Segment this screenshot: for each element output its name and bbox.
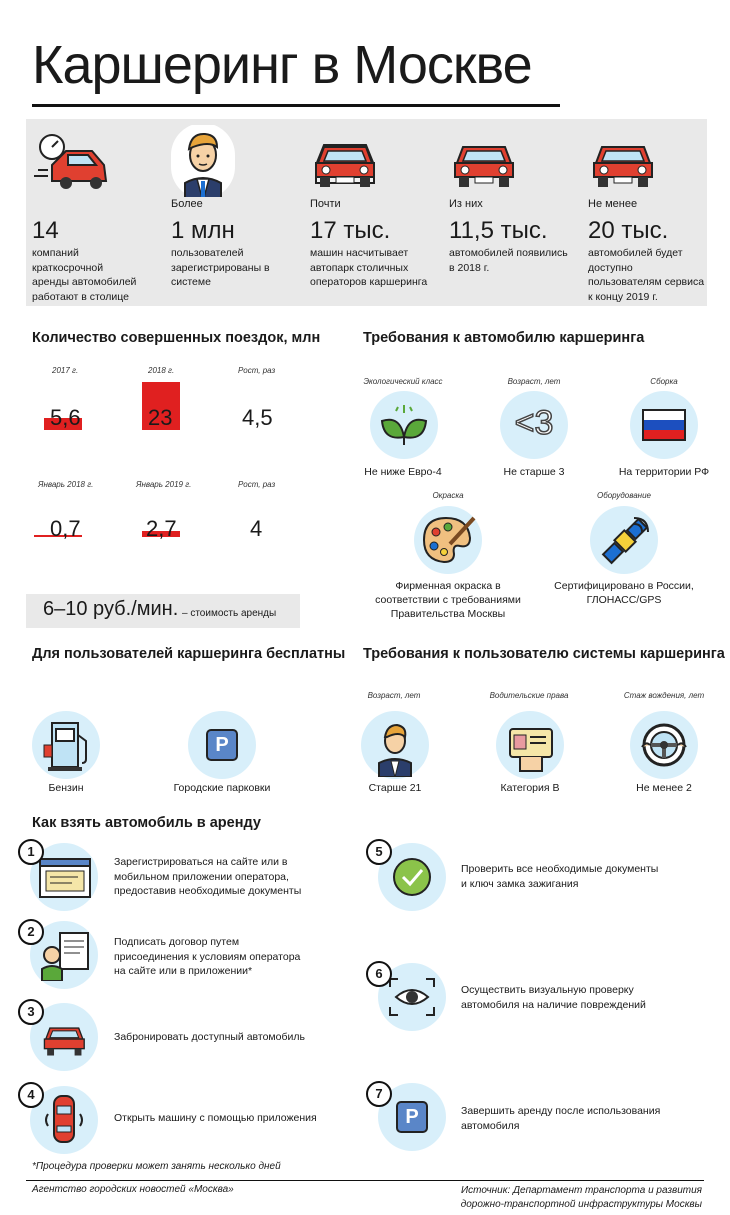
- footer-rule: [26, 1180, 704, 1181]
- step-6-text: Осуществить визуальную проверку автомобиля на наличие повреждений: [461, 984, 646, 1011]
- parking-icon: P: [396, 1101, 428, 1133]
- req-circle-equipment: [590, 506, 658, 574]
- user-circle-age: [361, 711, 429, 779]
- car-remote-icon: [44, 1092, 84, 1148]
- trips-label-2017: 2017 г.: [52, 366, 79, 375]
- check-icon: [392, 857, 432, 897]
- palette-icon: [420, 514, 476, 566]
- price-box: [26, 594, 300, 628]
- req-label-age: Не старше 3: [503, 466, 565, 478]
- trips-label-growth: Рост, раз: [238, 366, 276, 375]
- trips-value-jan-2019: 2,7: [146, 516, 177, 541]
- price-caption: – стоимость аренды: [182, 608, 277, 619]
- less-than-three-icon: <3: [514, 404, 554, 442]
- stat-value: 14: [32, 217, 59, 244]
- step-7-text: Завершить аренду после использования автомобиля: [461, 1105, 661, 1132]
- steering-wheel-icon: [640, 721, 688, 769]
- satellite-icon: [598, 514, 652, 568]
- stats-band: [26, 119, 707, 306]
- req-circle-eco: [370, 391, 438, 459]
- req-label-paint: Фирменная окраска в соответствии с требованиями Правительства Москвы: [375, 580, 521, 620]
- step-7-number: 7: [366, 1081, 392, 1107]
- step-1-number: 1: [18, 839, 44, 865]
- stat-value: 1 млн: [171, 217, 235, 244]
- page-title: Каршеринг в Москве: [32, 35, 532, 95]
- req-circle-paint: [414, 506, 482, 574]
- car-req-heading: Требования к автомобилю каршеринга: [363, 330, 645, 346]
- user-label-experience: Не менее 2: [636, 782, 692, 794]
- car-icon: [449, 125, 525, 195]
- user-req-heading: Требования к пользователю системы каршеринга: [363, 646, 725, 662]
- stat-value: 20 тыс.: [588, 217, 669, 244]
- req-label-eco: Не ниже Евро-4: [364, 466, 442, 478]
- user-circle-license: [496, 711, 564, 779]
- step-2-number: 2: [18, 919, 44, 945]
- trips-value-growth: 4,5: [242, 405, 273, 430]
- step-5-text: Проверить все необходимые документы и ключ замка зажигания: [461, 863, 659, 890]
- car-icon: [40, 1013, 90, 1061]
- stat-value: 17 тыс.: [310, 217, 391, 244]
- req-label-assembly: На территории РФ: [618, 466, 710, 478]
- stat-description: машин насчитывает автопарк столичных операторов каршеринга: [310, 247, 428, 288]
- russia-flag-icon: [642, 409, 686, 441]
- req-cat-age: Возраст, лет: [507, 377, 561, 386]
- trips-value-2018: 23: [148, 405, 173, 430]
- car-icon: [588, 125, 664, 195]
- req-cat-eco: Экологический класс: [363, 377, 443, 386]
- car-icon: [310, 125, 386, 195]
- stat-description: компаний краткосрочной аренды автомобилей работают в столице: [32, 247, 137, 303]
- eye-scan-icon: [388, 977, 436, 1017]
- footer-source: Источник: Департамент транспорта и развития дорожно-транспортной инфраструктуры Москвы: [460, 1185, 702, 1210]
- stat-prefix: Не менее: [588, 198, 638, 210]
- step-5-number: 5: [366, 839, 392, 865]
- user-circle-experience: [630, 711, 698, 779]
- stat-prefix: Почти: [310, 198, 341, 210]
- stat-prefix: Из них: [449, 198, 483, 210]
- step-4-text: Открыть машину с помощью приложения: [114, 1112, 317, 1124]
- step-2-text: Подписать договор путем присоединения к условиям оператора на сайте или в приложении*: [114, 936, 301, 977]
- user-label-license: Категория B: [500, 782, 560, 794]
- free-label-fuel: Бензин: [48, 782, 84, 794]
- fast-car-icon: [32, 125, 108, 195]
- user-label-age: Старше 21: [368, 782, 422, 794]
- browser-form-icon: [38, 857, 92, 899]
- step-4-number: 4: [18, 1082, 44, 1108]
- free-heading: Для пользователей каршеринга бесплатны: [32, 646, 346, 662]
- step-3-number: 3: [18, 999, 44, 1025]
- contract-icon: [40, 931, 92, 981]
- req-cat-equipment: Оборудование: [597, 491, 651, 500]
- user-cat-experience: Стаж вождения, лет: [623, 691, 705, 700]
- driver-license-icon: [506, 723, 556, 773]
- trips-label-growth-2: Рост, раз: [238, 480, 276, 489]
- leaves-icon: [378, 401, 430, 449]
- user-cat-license: Водительские права: [489, 691, 569, 700]
- trips-value-2017: 5,6: [50, 405, 81, 430]
- free-label-parking: Городские парковки: [173, 782, 271, 794]
- req-cat-assembly: Сборка: [650, 377, 678, 386]
- stat-description: автомобилей будет доступно пользователям сервиса к концу 2019 г.: [588, 247, 705, 303]
- stat-prefix: Более: [171, 198, 203, 210]
- fuel-pump-icon: [42, 719, 90, 773]
- trips-label-jan-2018: Январь 2018 г.: [38, 480, 94, 489]
- step-6-number: 6: [366, 961, 392, 987]
- trips-heading: Количество совершенных поездок, млн: [32, 330, 321, 346]
- trips-value-growth-2: 4: [250, 516, 263, 541]
- trips-label-jan-2019: Январь 2019 г.: [136, 480, 192, 489]
- stat-description: пользователей зарегистрированы в системе: [171, 247, 270, 288]
- step-3-text: Забронировать доступный автомобиль: [114, 1031, 305, 1043]
- user-cat-age: Возраст, лет: [367, 691, 421, 700]
- parking-icon: P: [206, 729, 238, 761]
- free-circle-parking: [188, 711, 256, 779]
- req-circle-age: [500, 391, 568, 459]
- req-label-equipment: Сертифицировано в России, ГЛОНАСС/GPS: [554, 580, 694, 606]
- howto-heading: Как взять автомобиль в аренду: [32, 815, 261, 831]
- trips-value-jan-2018: 0,7: [50, 516, 81, 541]
- title-underline: [32, 104, 560, 107]
- trips-label-2018: 2018 г.: [148, 366, 175, 375]
- businessman-icon: [171, 125, 247, 195]
- req-cat-paint: Окраска: [432, 491, 464, 500]
- stat-value: 11,5 тыс.: [449, 217, 548, 244]
- man-icon: [375, 719, 415, 777]
- footer-agency: Агентство городских новостей «Москва»: [32, 1184, 234, 1195]
- price-value: 6–10 руб./мин.: [43, 598, 179, 620]
- stat-description: автомобилей появились в 2018 г.: [449, 247, 568, 274]
- free-circle-fuel: [32, 711, 100, 779]
- req-circle-assembly: [630, 391, 698, 459]
- step-1-text: Зарегистрироваться на сайте или в мобильном приложении оператора, предоставив необходимые документы: [114, 856, 302, 897]
- footnote: *Процедура проверки может занять несколько дней: [32, 1161, 281, 1172]
